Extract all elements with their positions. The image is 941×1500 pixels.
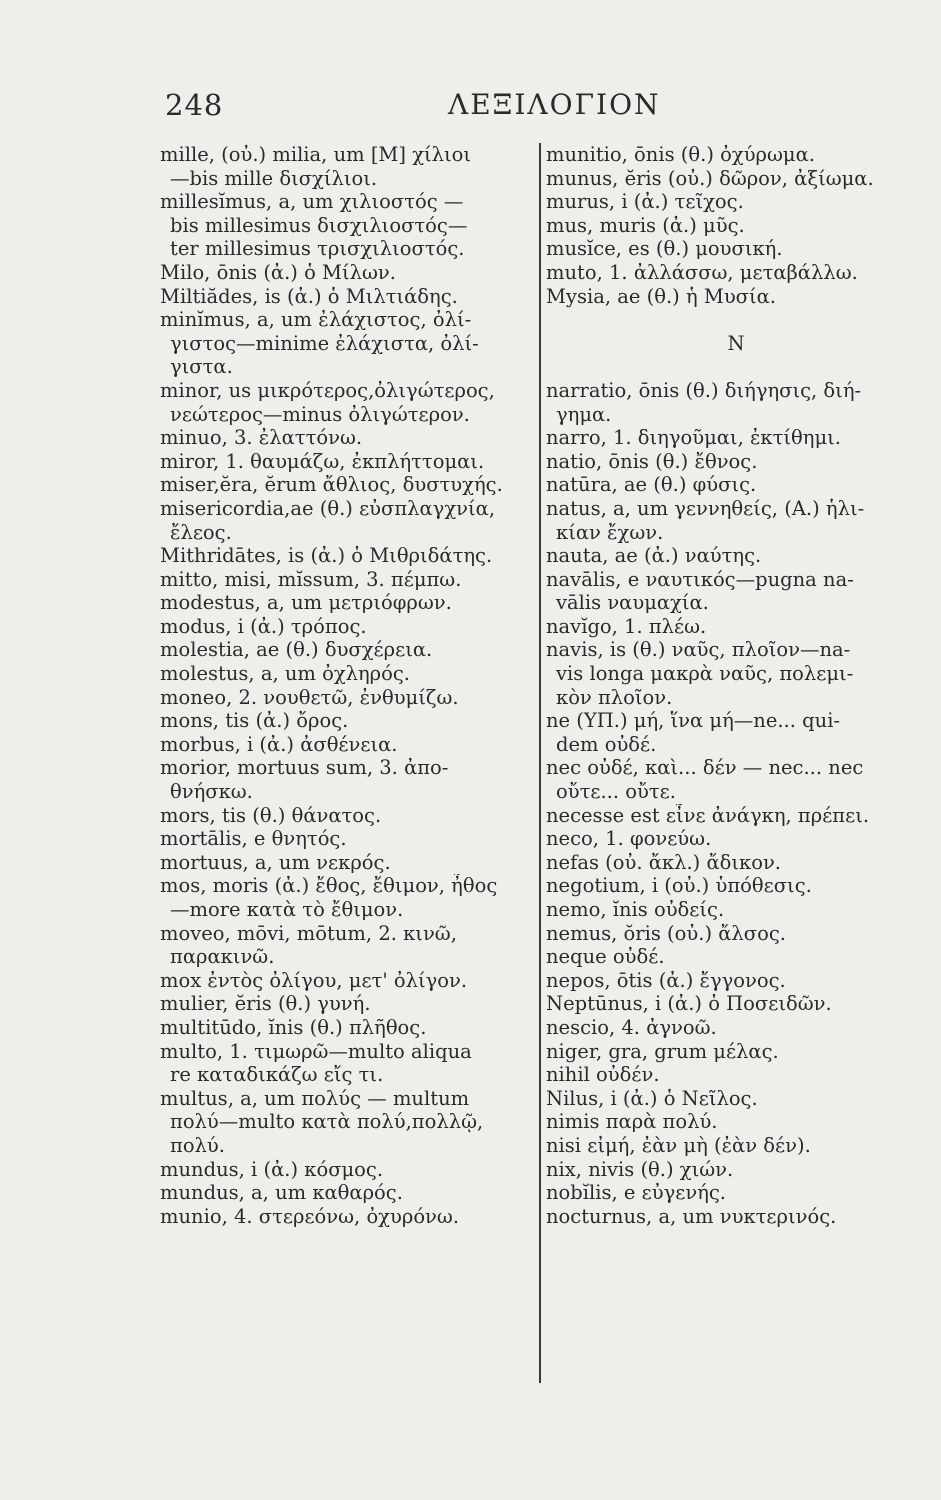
entry-line: modus, i (ἀ.) τρόπος. bbox=[160, 614, 367, 638]
entry-line: γιστος—minime ἐλάχιστα, ὀλί- bbox=[170, 331, 479, 355]
entry-line: Mysia, ae (θ.) ἡ Μυσία. bbox=[546, 284, 776, 308]
entry-line: nihil οὐδέν. bbox=[546, 1063, 660, 1087]
page-header bbox=[0, 88, 941, 128]
entry-line: nepos, ōtis (ἀ.) ἔγγονος. bbox=[546, 968, 786, 992]
entry-line: γιστα. bbox=[170, 355, 233, 379]
page-number: 248 bbox=[165, 88, 224, 122]
entry-line: nauta, ae (ἀ.) ναύτης. bbox=[546, 544, 762, 568]
entry-line: natio, ōnis (θ.) ἔθνος. bbox=[546, 449, 758, 473]
entry-line: mundus, i (ἀ.) κόσμος. bbox=[160, 1157, 384, 1181]
entry-line: mos, moris (ἀ.) ἔθος, ἔθιμον, ἦθος bbox=[160, 874, 498, 898]
entry-line: natus, a, um γεννηθείς, (A.) ἡλι- bbox=[546, 496, 865, 520]
entry-line: miser,ĕra, ĕrum ἄθλιος, δυστυχής. bbox=[160, 473, 503, 497]
entry-line: molestus, a, um ὀχληρός. bbox=[160, 662, 411, 686]
entry-line: nobĭlis, e εὐγενής. bbox=[546, 1181, 727, 1205]
entry-line: nemo, ĭnis οὐδείς. bbox=[546, 898, 725, 921]
entry-line: munitio, ōnis (θ.) ὀχύρωμα. bbox=[546, 143, 815, 166]
entry-line: neco, 1. φονεύω. bbox=[546, 827, 712, 851]
entry-line: Mithridātes, is (ἀ.) ὁ Μιθριδάτης. bbox=[160, 544, 493, 568]
entry-line: κὸν πλοῖον. bbox=[556, 685, 673, 709]
entry-line: ἔλεος. bbox=[170, 520, 232, 544]
entry-line: vālis ναυμαχία. bbox=[556, 591, 709, 615]
right-column bbox=[546, 143, 926, 1228]
entry-line: modestus, a, um μετριόφρων. bbox=[160, 591, 452, 615]
entry-line: navis, is (θ.) ναῦς, πλοῖον—na- bbox=[546, 638, 851, 662]
entry-line: ter millesimus τρισχιλιοστός. bbox=[170, 237, 465, 261]
entry-line: re καταδικάζω εἴς τι. bbox=[170, 1063, 384, 1087]
entry-line: necesse est εἶνε ἀνάγκη, πρέπει. bbox=[546, 803, 870, 827]
entry-line: Neptūnus, i (ἀ.) ὁ Ποσειδῶν. bbox=[546, 992, 832, 1016]
entry-line: mortuus, a, um νεκρός. bbox=[160, 850, 391, 874]
entry-line: molestia, ae (θ.) δυσχέρεια. bbox=[160, 638, 433, 662]
entry-line: millesĭmus, a, um χιλιοστός — bbox=[160, 190, 464, 214]
entry-line: mus, muris (ἀ.) μῦς. bbox=[546, 213, 745, 237]
entry-line: ne (ΥΠ.) μή, ἵνα μή—ne... qui- bbox=[546, 709, 841, 733]
entry-line: nemus, ŏris (οὐ.) ἄλσος. bbox=[546, 921, 786, 945]
entry-line: νεώτερος—minus ὀλιγώτερον. bbox=[170, 402, 470, 426]
entry-line: mors, tis (θ.) θάνατος. bbox=[160, 803, 382, 827]
blank-line bbox=[546, 355, 926, 379]
entry-line: mox ἐντὸς ὀλίγου, μετ' ὀλίγον. bbox=[160, 968, 468, 992]
entry-line: morior, mortuus sum, 3. ἀπο- bbox=[160, 756, 449, 780]
entry-line: navālis, e ναυτικός—pugna na- bbox=[546, 567, 854, 591]
entry-line: mortālis, e θνητός. bbox=[160, 827, 347, 851]
entry-line: nix, nivis (θ.) χιών. bbox=[546, 1157, 734, 1181]
entry-line: nescio, 4. ἀγνοῶ. bbox=[546, 1015, 717, 1039]
entry-line: navĭgo, 1. πλέω. bbox=[546, 614, 707, 638]
entry-line: nefas (οὐ. ἄκλ.) ἄδικον. bbox=[546, 850, 781, 874]
entry-line: multo, 1. τιμωρῶ—multo aliqua bbox=[160, 1039, 472, 1063]
entry-line: Miltiădes, is (ἀ.) ὁ Μιλτιάδης. bbox=[160, 284, 458, 308]
entry-line: natūra, ae (θ.) φύσις. bbox=[546, 473, 757, 497]
section-letter: N bbox=[727, 331, 745, 355]
entry-line: mulier, ĕris (θ.) γυνή. bbox=[160, 992, 371, 1016]
entry-line: κίαν ἔχων. bbox=[556, 520, 664, 544]
entry-line: Nilus, i (ἀ.) ὁ Νεῖλος. bbox=[546, 1086, 758, 1110]
entry-line: minor, us μικρότερος,ὀλιγώτερος, bbox=[160, 378, 495, 402]
entry-line: multitūdo, ĭnis (θ.) πλῆθος. bbox=[160, 1015, 427, 1039]
entry-line: πολύ—multo κατὰ πολύ,πολλῷ, bbox=[170, 1110, 484, 1134]
entry-line: multus, a, um πολύς — multum bbox=[160, 1086, 470, 1110]
entry-line: mitto, misi, mĭssum, 3. πέμπω. bbox=[160, 567, 462, 591]
entry-line: οὔτε... οὔτε. bbox=[556, 780, 676, 804]
entry-line: nocturnus, a, um νυκτερινός. bbox=[546, 1204, 837, 1228]
entry-line: musĭce, es (θ.) μουσική. bbox=[546, 237, 783, 261]
entry-line: moneo, 2. νουθετῶ, ἐνθυμίζω. bbox=[160, 685, 459, 709]
entry-line: narratio, ōnis (θ.) διήγησις, διή- bbox=[546, 378, 862, 402]
entry-line: bis millesimus δισχιλιοστός— bbox=[170, 213, 468, 237]
entry-line: παρακινῶ. bbox=[170, 945, 275, 969]
entry-line: nec οὐδέ, καὶ... δέν — nec... nec bbox=[546, 756, 864, 780]
entry-line: misericordia,ae (θ.) εὐσπλαγχνία, bbox=[160, 496, 496, 520]
left-column bbox=[160, 143, 538, 1228]
entry-line: niger, gra, grum μέλας. bbox=[546, 1039, 779, 1063]
entry-line: nisi εἰμή, ἐὰν μὴ (ἐὰν δέν). bbox=[546, 1133, 811, 1157]
entry-line: minĭmus, a, um ἐλάχιστος, ὀλί- bbox=[160, 308, 472, 332]
entry-line: negotium, i (οὐ.) ὑπόθεσις. bbox=[546, 874, 812, 898]
entry-line: dem οὐδέ. bbox=[556, 732, 657, 756]
entry-line: γημα. bbox=[556, 402, 612, 426]
entry-line: munus, ĕris (οὐ.) δῶρον, ἀξίωμα. bbox=[546, 166, 874, 190]
entry-line: morbus, i (ἀ.) ἀσθένεια. bbox=[160, 732, 398, 756]
entry-line: muto, 1. ἀλλάσσω, μεταβάλλω. bbox=[546, 260, 858, 284]
entry-line: nimis παρὰ πολύ. bbox=[546, 1110, 718, 1134]
entry-line: minuo, 3. ἐλαττόνω. bbox=[160, 426, 363, 450]
entry-line: —more κατὰ τὸ ἔθιμον. bbox=[170, 898, 404, 921]
entry-line: neque οὐδέ. bbox=[546, 945, 665, 969]
entry-line: moveo, mōvi, mōtum, 2. κινῶ, bbox=[160, 921, 457, 945]
entry-line: θνήσκω. bbox=[170, 780, 253, 804]
entry-line: mille, (οὐ.) milia, um [M] χίλιοι bbox=[160, 143, 472, 166]
running-head: ΛΕΞΙΛΟΓΙΟΝ bbox=[448, 88, 661, 121]
entry-line: mundus, a, um καθαρός. bbox=[160, 1181, 403, 1205]
entry-line: mons, tis (ἀ.) ὄρος. bbox=[160, 709, 349, 733]
entry-line: Milo, ōnis (ἀ.) ὁ Μίλων. bbox=[160, 260, 396, 284]
blank-line bbox=[546, 308, 926, 332]
column-divider bbox=[539, 143, 541, 1383]
entry-line: munio, 4. στερεόνω, ὀχυρόνω. bbox=[160, 1204, 460, 1228]
entry-line: miror, 1. θαυμάζω, ἐκπλήττομαι. bbox=[160, 449, 485, 473]
entry-line: πολύ. bbox=[170, 1133, 225, 1157]
entry-line: vis longa μακρὰ ναῦς, πολεμι- bbox=[556, 662, 854, 686]
entry-line: murus, i (ἀ.) τεῖχος. bbox=[546, 190, 744, 214]
entry-line: narro, 1. διηγοῦμαι, ἐκτίθημι. bbox=[546, 426, 841, 450]
entry-line: —bis mille δισχίλιοι. bbox=[170, 166, 378, 190]
